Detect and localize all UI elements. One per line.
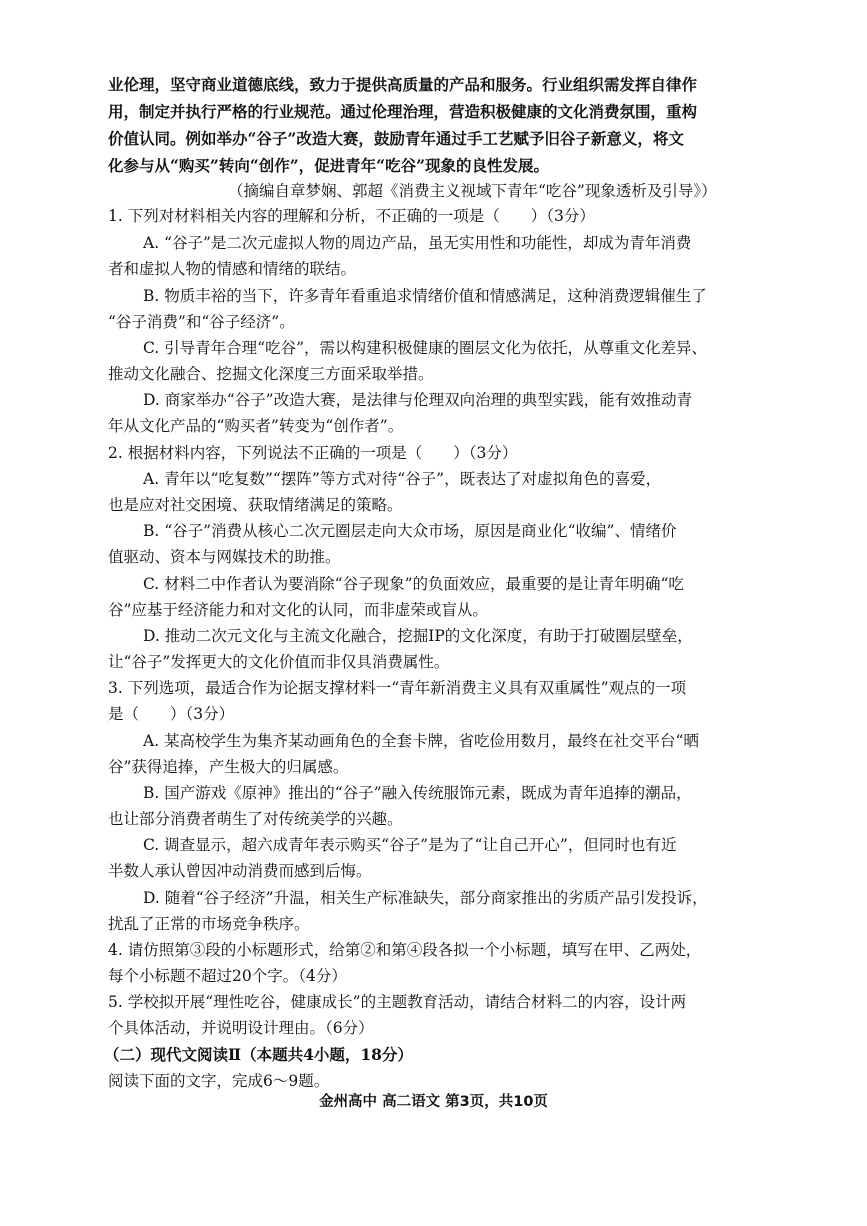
question-1-option-d: D. 商家举办“谷子”改造大赛，是法律与伦理双向治理的典型实践，能有效推动青 xyxy=(143,391,693,409)
passage-line: 价值认同。例如举办“谷子”改造大赛，鼓励青年通过手工艺赋予旧谷子新意义，将文 xyxy=(108,129,684,148)
question-1-option-b: B. 物质丰裕的当下，许多青年看重追求情绪价值和情感满足，这种消费逻辑催生了 xyxy=(143,287,707,305)
source-citation: （摘编自章梦娴、郭超《消费主义视域下青年“吃谷”现象透析及引导》） xyxy=(228,182,717,200)
question-2-option-d-cont: 让“谷子”发挥更大的文化价值而非仅具消费属性。 xyxy=(108,653,450,671)
question-3-stem-cont: 是（ ）（3分） xyxy=(108,705,235,723)
question-2-option-d: D. 推动二次元文化与主流文化融合，挖掘IP的文化深度，有助于打破圈层壁垒， xyxy=(143,627,693,645)
question-3-option-c-cont: 半数人承认曾因冲动消费而感到后悔。 xyxy=(108,862,372,880)
question-1-option-a: A. “谷子”是二次元虚拟人物的周边产品，虽无实用性和功能性，却成为青年消费 xyxy=(143,234,692,252)
question-3-option-b: B. 国产游戏《原神》推出的“谷子”融入传统服饰元素，既成为青年追捧的潮品， xyxy=(143,784,692,802)
question-2-option-a-cont: 也是应对社交困境、获取情绪满足的策略。 xyxy=(108,496,403,514)
question-1-option-d-cont: 年从文化产品的“购买者”转变为“创作者”。 xyxy=(108,417,404,435)
passage-line: 业伦理，坚守商业道德底线，致力于提供高质量的产品和服务。行业组织需发挥自律作 xyxy=(108,75,698,94)
question-2-option-a: A. 青年以“吃复数”“摆阵”等方式对待“谷子”，既表达了对虚拟角色的喜爱， xyxy=(143,470,662,488)
question-1-option-b-cont: “谷子消费”和“谷子经济”。 xyxy=(108,313,295,331)
question-2-stem: 2. 根据材料内容，下列说法不正确的一项是（ ）（3分） xyxy=(108,444,518,462)
question-2-option-c: C. 材料二中作者认为要消除“谷子现象”的负面效应，最重要的是让青年明确“吃 xyxy=(143,575,684,593)
question-2-option-b: B. “谷子”消费从核心二次元圈层走向大众市场，原因是商业化“收编”、情绪价 xyxy=(143,522,677,540)
question-3-option-a-cont: 谷”获得追捧，产生极大的归属感。 xyxy=(108,758,349,776)
question-1-option-c: C. 引导青年合理“吃谷”，需以构建积极健康的圈层文化为依托，从尊重文化差异、 xyxy=(143,339,708,357)
reading-instruction: 阅读下面的文字，完成6～9题。 xyxy=(108,1072,330,1090)
question-3-option-c: C. 调查显示，超六成青年表示购买“谷子”是为了“让自己开心”，但同时也有近 xyxy=(143,836,677,854)
question-5-stem-cont: 个具体活动，并说明设计理由。（6分） xyxy=(108,1019,374,1037)
question-1-option-c-cont: 推动文化融合、挖掘文化深度三方面采取举措。 xyxy=(108,365,434,383)
question-2-option-c-cont: 谷”应基于经济能力和对文化的认同，而非虚荣或盲从。 xyxy=(108,601,488,619)
page-footer: 金州高中 高二语文 第3页，共10页 xyxy=(319,1094,548,1110)
section-heading: （二）现代文阅读Ⅱ（本题共4小题，18分） xyxy=(104,1045,413,1064)
question-1-option-a-cont: 者和虚拟人物的情感和情绪的联结。 xyxy=(108,260,357,278)
question-3-option-d: D. 随着“谷子经济”升温，相关生产标准缺失，部分商家推出的劣质产品引发投诉， xyxy=(143,889,708,907)
question-3-option-d-cont: 扰乱了正常的市场竞争秩序。 xyxy=(108,915,310,933)
question-3-option-a: A. 某高校学生为集齐某动画角色的全套卡牌，省吃俭用数月，最终在社交平台“晒 xyxy=(143,732,699,750)
question-2-option-b-cont: 值驱动、资本与网媒技术的助推。 xyxy=(108,548,341,566)
question-1-stem: 1. 下列对材料相关内容的理解和分析，不正确的一项是（ ）（3分） xyxy=(108,207,595,225)
passage-line: 用，制定并执行严格的行业规范。通过伦理治理，营造积极健康的文化消费氛围，重构 xyxy=(108,102,698,121)
question-4-stem: 4. 请仿照第③段的小标题形式，给第②和第④段各拟一个小标题，填写在甲、乙两处， xyxy=(108,941,702,959)
question-3-stem: 3. 下列选项，最适合作为论据支撑材料一“青年新消费主义具有双重属性”观点的一项 xyxy=(108,679,687,697)
question-5-stem: 5. 学校拟开展“理性吃谷，健康成长”的主题教育活动，请结合材料二的内容，设计两 xyxy=(108,993,687,1011)
question-4-stem-cont: 每个小标题不超过20个字。（4分） xyxy=(108,967,347,985)
passage-line: 化参与从“购买”转向“创作”，促进青年“吃谷”现象的良性发展。 xyxy=(108,156,549,175)
question-3-option-b-cont: 也让部分消费者萌生了对传统美学的兴趣。 xyxy=(108,810,403,828)
